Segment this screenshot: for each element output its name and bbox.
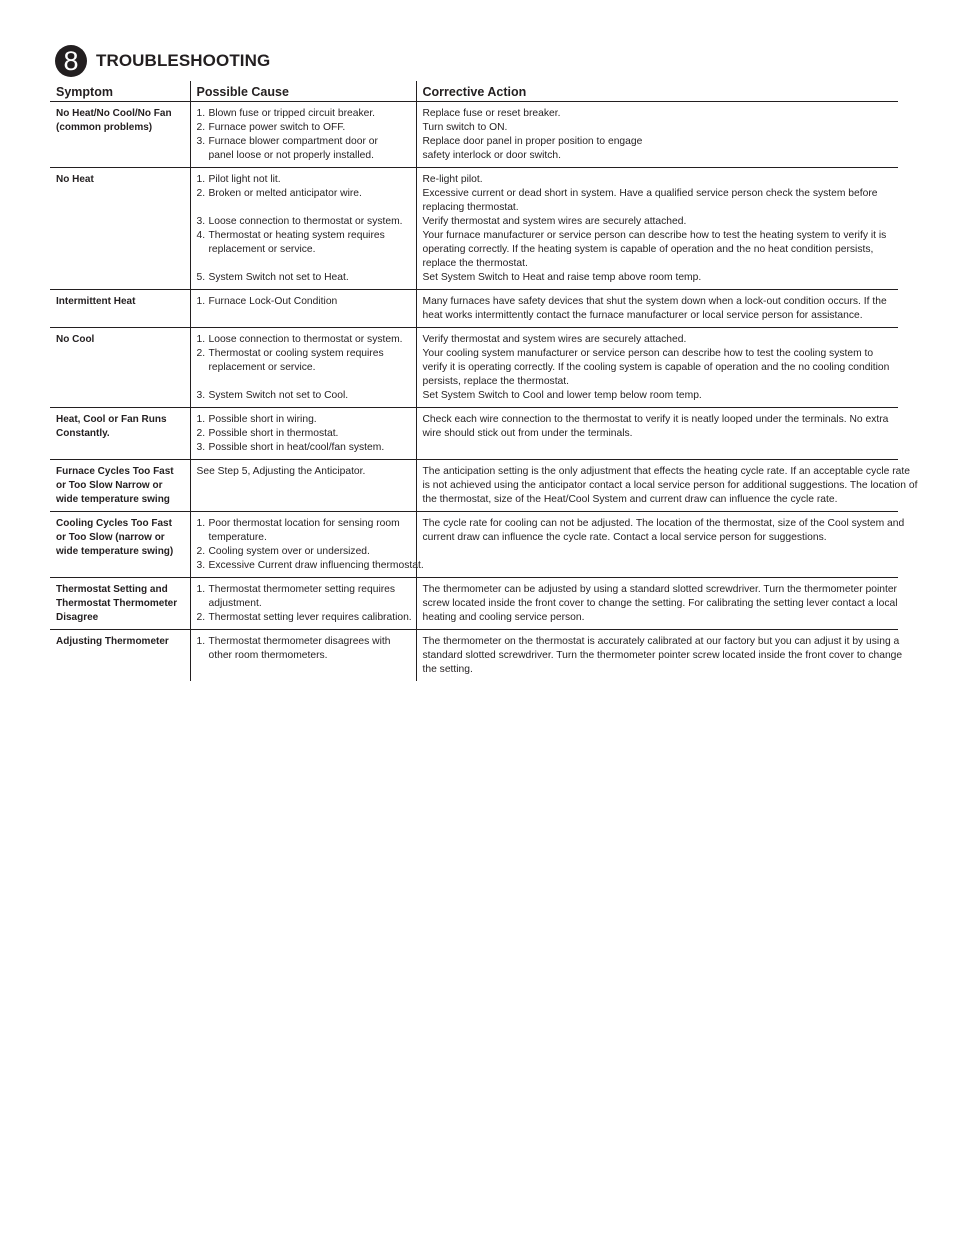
cause-item [197,611,411,625]
corrective-action-cell [416,460,918,512]
possible-cause-cell [190,168,416,290]
cause-item-number: 1. [196,518,206,529]
symptom-text: wide temperature swing) [56,546,174,557]
cause-item-text: Furnace Lock-Out Condition [208,296,338,307]
action-text: verify it is operating correctly. If the cooling system is capable of operation and the no cooling condition [422,362,890,373]
action-text: Check each wire connection to the thermostat to verify it is neatly looped under the terminals. No extra [422,414,889,425]
cause-item [197,271,411,285]
cause-item-number: 3. [196,560,206,571]
corrective-action-cell [416,102,898,168]
cause-item [197,243,411,257]
symptom-text: or Too Slow (narrow or [56,532,165,543]
cause-item-text: Loose connection to thermostat or system. [208,216,403,227]
action-text: Re-light pilot. [422,174,483,185]
cause-item-number: 1. [196,636,206,647]
column-header-symptom: Symptom [50,81,190,102]
troubleshooting-table [50,81,918,681]
cause-item-text: Excessive Current draw influencing thermostat. [208,560,424,571]
action-text: Set System Switch to Cool and lower temp below room temp. [422,390,702,401]
cause-item-number: 2. [196,546,206,557]
symptom-text: Cooling Cycles Too Fast [56,518,172,529]
symptom-text: Thermostat Thermometer [56,598,178,609]
action-text: Replace fuse or reset breaker. [422,108,561,119]
action-text: The thermometer on the thermostat is accurately calibrated at our factory but you can adjust it by using a [422,636,900,647]
symptom-cell [50,460,190,512]
corrective-action-cell [416,578,898,630]
table-row [50,460,898,512]
action-text: Replace door panel in proper position to engage [422,136,643,147]
symptom-cell [50,328,190,408]
table-row [50,578,898,630]
cause-item [197,427,411,441]
cause-item-number: 2. [196,348,206,359]
symptom-cell [50,102,190,168]
possible-cause-cell [190,630,416,682]
cause-item [197,361,411,375]
action-text: the setting. [422,664,473,675]
action-text: persists, replace the thermostat. [422,376,570,387]
cause-item-number: 1. [196,584,206,595]
cause-item [197,635,411,649]
cause-item-text: Thermostat thermometer disagrees with [208,636,391,647]
section-header [55,44,270,78]
cause-item-text: Possible short in thermostat. [208,428,339,439]
cause-item-number: 4. [196,230,206,241]
symptom-text: Intermittent Heat [56,296,136,307]
action-text: the thermostat, size of the Heat/Cool System and current draw can influence the cycle rate. [422,494,838,505]
cause-item-text: replacement or service. [208,362,316,373]
action-text: Verify thermostat and system wires are securely attached. [422,216,687,227]
table-row [50,102,898,168]
cause-item-number: 2. [196,612,206,623]
column-header-possible-cause: Possible Cause [190,81,416,102]
table-row [50,290,898,328]
cause-item-text: Thermostat or cooling system requires [208,348,384,359]
possible-cause-cell [190,460,416,512]
cause-item [197,531,411,545]
symptom-cell [50,630,190,682]
action-text: replace the thermostat. [422,258,528,269]
cause-item-text: panel loose or not properly installed. [208,150,374,161]
cause-item-number: 5. [196,272,206,283]
cause-item-number: 1. [196,334,206,345]
action-text: Your furnace manufacturer or service person can describe how to test the heating system to verify it is [422,230,887,241]
corrective-action-cell [416,512,905,578]
cause-item-text: Cooling system over or undersized. [208,546,370,557]
symptom-text: Constantly. [56,428,110,439]
cause-item-text: Furnace blower compartment door or [208,136,378,147]
symptom-cell [50,408,190,460]
cause-item [196,559,424,573]
cause-item [197,187,411,201]
column-header-corrective-action: Corrective Action [416,81,898,102]
possible-cause-cell [190,578,416,630]
cause-item-text: other room thermometers. [208,650,328,661]
cause-item-text: System Switch not set to Heat. [208,272,349,283]
corrective-action-cell [416,630,903,682]
cause-item-text: See Step 5, Adjusting the Anticipator. [196,466,366,477]
symptom-text: Disagree [56,612,99,623]
cause-item-number: 3. [196,216,206,227]
cause-item-number: 1. [196,414,206,425]
spacer [197,375,411,389]
cause-item [197,597,411,611]
cause-item [197,545,411,559]
symptom-text: or Too Slow Narrow or [56,480,163,491]
cause-item [197,173,411,187]
corrective-action-cell [416,168,898,290]
symptom-text: wide temperature swing [56,494,170,505]
symptom-text: (common problems) [56,122,153,133]
cause-item-number: 1. [196,108,206,119]
cause-item [197,347,411,361]
cause-item-text: Broken or melted anticipator wire. [208,188,362,199]
action-text: safety interlock or door switch. [422,150,561,161]
symptom-cell [50,290,190,328]
cause-item-number: 2. [196,188,206,199]
cause-item-number: 1. [196,296,206,307]
cause-item [197,121,411,135]
cause-item-text: Thermostat or heating system requires [208,230,385,241]
action-text: screw located inside the front cover to change the setting. For calibrating the setting lever contact a local [422,598,898,609]
cause-item-text: Loose connection to thermostat or system. [208,334,403,345]
action-text: replacing thermostat. [422,202,519,213]
cause-item-text: Blown fuse or tripped circuit breaker. [208,108,376,119]
symptom-text: No Cool [56,334,95,345]
symptom-text: Adjusting Thermometer [56,636,169,647]
cause-item-number: 2. [196,428,206,439]
action-text: Set System Switch to Heat and raise temp above room temp. [422,272,702,283]
cause-item-text: Furnace power switch to OFF. [208,122,346,133]
cause-item [197,465,411,479]
cause-item-text: System Switch not set to Cool. [208,390,349,401]
cause-item-text: Poor thermostat location for sensing room [208,518,400,529]
cause-item [197,441,411,455]
symptom-cell [50,578,190,630]
cause-item [197,413,411,427]
action-text: wire should stick out from under the terminals. [422,428,633,439]
action-text: Your cooling system manufacturer or service person can describe how to test the cooling system to [422,348,874,359]
table-row [50,168,898,290]
step-number-badge: 8 [55,45,87,77]
cause-item-number: 1. [196,174,206,185]
cause-item [197,107,411,121]
cause-item-text: Possible short in heat/cool/fan system. [208,442,385,453]
possible-cause-cell [190,328,416,408]
table-header-row [50,81,898,102]
symptom-cell [50,512,190,578]
action-text: heat works intermittently contact the furnace manufacturer or local service person for assistance. [422,310,863,321]
possible-cause-cell [190,102,416,168]
action-text: The thermometer can be adjusted by using a standard slotted screwdriver. Turn the thermometer pointer [422,584,897,595]
symptom-text: No Heat [56,174,94,185]
action-text: heating and cooling service person. [422,612,585,623]
action-text: standard slotted screwdriver. Turn the thermometer pointer screw located inside the front cover to change [422,650,903,661]
cause-item [197,135,411,149]
cause-item [197,333,411,347]
action-text: Excessive current or dead short in system. Have a qualified service person check the system before [422,188,878,199]
cause-item [197,583,411,597]
corrective-action-cell [416,290,898,328]
table-row [50,512,898,578]
symptom-cell [50,168,190,290]
action-text: The anticipation setting is the only adjustment that effects the heating cycle rate. If an acceptable cycle rate [422,466,910,477]
symptom-text: Heat, Cool or Fan Runs [56,414,167,425]
cause-item-number: 3. [196,442,206,453]
symptom-text: No Heat/No Cool/No Fan [56,108,172,119]
cause-item-text: replacement or service. [208,244,316,255]
page-title: TROUBLESHOOTING [96,51,271,70]
cause-item [197,229,411,243]
cause-item [197,149,411,163]
corrective-action-cell [416,408,898,460]
cause-item-text: Possible short in wiring. [208,414,317,425]
cause-item-text: Thermostat thermometer setting requires [208,584,396,595]
table-row [50,328,898,408]
corrective-action-cell [416,328,898,408]
cause-item-text: temperature. [208,532,267,543]
cause-item-text: Thermostat setting lever requires calibration. [208,612,412,623]
symptom-text: Thermostat Setting and [56,584,168,595]
cause-item-number: 2. [196,122,206,133]
action-text: Many furnaces have safety devices that shut the system down when a lock-out condition occurs. If the [422,296,887,307]
cause-item-number: 3. [196,136,206,147]
possible-cause-cell [190,512,424,578]
spacer [197,201,411,215]
cause-item [197,215,411,229]
action-text: The cycle rate for cooling can not be adjusted. The location of the thermostat, size of the Cool system and [422,518,905,529]
cause-item-number: 3. [196,390,206,401]
table-row [50,408,898,460]
possible-cause-cell [190,408,416,460]
cause-item [197,295,411,309]
action-text: is not achieved using the anticipator contact a local service person for additional suggestions. The location of [422,480,918,491]
cause-item [197,517,411,531]
spacer [197,257,411,271]
cause-item-text: adjustment. [208,598,262,609]
action-text: current draw can influence the cycle rate. Contact a local service person for suggestions. [422,532,827,543]
possible-cause-cell [190,290,416,328]
table-row [50,630,898,682]
cause-item [197,389,411,403]
action-text: operating correctly. If the heating system is capable of operation and the no heat condition persists, [422,244,874,255]
action-text: Verify thermostat and system wires are securely attached. [422,334,687,345]
cause-item-text: Pilot light not lit. [208,174,281,185]
action-text: Turn switch to ON. [422,122,508,133]
cause-item [197,649,411,663]
symptom-text: Furnace Cycles Too Fast [56,466,174,477]
